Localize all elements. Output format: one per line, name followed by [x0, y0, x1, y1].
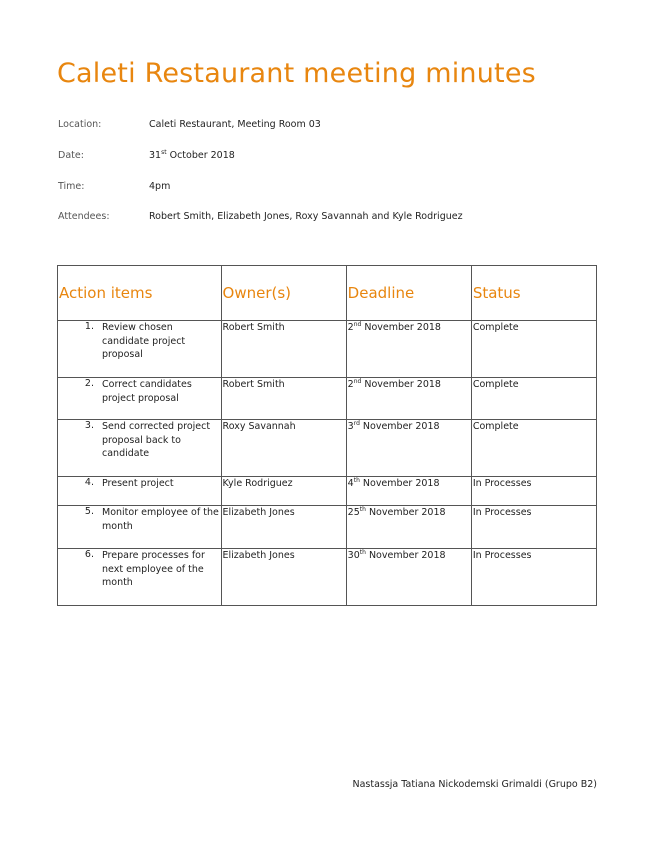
action-cell: [58, 506, 222, 549]
action-text: Present project: [102, 478, 174, 489]
owner-cell: Elizabeth Jones: [221, 506, 346, 549]
deadline-suffix: rd: [353, 420, 360, 427]
deadline-suffix: th: [359, 506, 366, 513]
deadline-cell: [346, 378, 471, 420]
deadline-rest: November 2018: [365, 550, 446, 561]
page-title: Caleti Restaurant meeting minutes: [57, 58, 536, 89]
date-suffix: st: [161, 149, 167, 156]
location-row: [58, 119, 321, 130]
status-cell: Complete: [471, 378, 596, 420]
deadline-suffix: nd: [353, 321, 362, 328]
deadline-cell: [346, 477, 471, 506]
item-number: 3.: [84, 420, 94, 431]
location-value: Caleti Restaurant, Meeting Room 03: [149, 119, 321, 130]
table-row: [58, 506, 597, 549]
owner-cell: Kyle Rodriguez: [221, 477, 346, 506]
location-label: Location:: [58, 119, 102, 130]
deadline-day: 2: [347, 379, 354, 390]
status-cell: In Processes: [471, 549, 596, 606]
deadline-cell: [346, 420, 471, 477]
owner-cell: Elizabeth Jones: [221, 549, 346, 606]
action-cell: [58, 549, 222, 606]
deadline-day: 30: [347, 550, 360, 561]
date-value: [149, 150, 235, 161]
deadline-rest: November 2018: [359, 478, 440, 489]
deadline-cell: [346, 321, 471, 378]
owner-cell: Roxy Savannah: [221, 420, 346, 477]
time-label: Time:: [58, 181, 85, 192]
attendees-label: Attendees:: [58, 211, 110, 222]
action-text: Send corrected project proposal back to candidate: [102, 421, 211, 459]
date-label: Date:: [58, 150, 84, 161]
action-text: Review chosen candidate project proposal: [102, 322, 186, 360]
deadline-day: 3: [347, 421, 354, 432]
table-row: [58, 321, 597, 378]
owner-cell: Robert Smith: [221, 321, 346, 378]
table-row: [58, 549, 597, 606]
action-text: Prepare processes for next employee of the month: [102, 550, 205, 588]
attendees-row: [58, 211, 463, 222]
deadline-rest: November 2018: [361, 379, 441, 390]
deadline-rest: November 2018: [359, 421, 440, 432]
table-header-row: [58, 266, 597, 321]
deadline-cell: [346, 549, 471, 606]
action-items-table: [57, 265, 597, 606]
deadline-cell: [346, 506, 471, 549]
item-number: 4.: [84, 477, 94, 488]
action-cell: [58, 378, 222, 420]
table-row: [58, 477, 597, 506]
item-number: 5.: [84, 506, 94, 517]
attendees-value: Robert Smith, Elizabeth Jones, Roxy Savannah and Kyle Rodriguez: [149, 211, 463, 222]
header-owners: Owner(s): [221, 266, 346, 321]
deadline-day: 2: [347, 322, 354, 333]
author-footer: Nastassja Tatiana Nickodemski Grimaldi (Grupo B2): [352, 779, 597, 790]
header-deadline: Deadline: [346, 266, 471, 321]
status-cell: Complete: [471, 321, 596, 378]
time-row: [58, 181, 170, 192]
action-cell: [58, 477, 222, 506]
deadline-rest: November 2018: [361, 322, 441, 333]
date-row: [58, 150, 235, 161]
date-day: 31: [149, 150, 162, 161]
deadline-suffix: th: [359, 549, 366, 556]
status-cell: In Processes: [471, 477, 596, 506]
deadline-day: 4: [347, 478, 354, 489]
action-cell: [58, 321, 222, 378]
deadline-suffix: nd: [353, 378, 362, 385]
date-rest: October 2018: [166, 150, 235, 161]
status-cell: Complete: [471, 420, 596, 477]
item-number: 1.: [84, 321, 94, 332]
table-row: [58, 420, 597, 477]
header-status: Status: [471, 266, 596, 321]
time-value: 4pm: [149, 181, 171, 192]
deadline-suffix: th: [353, 477, 360, 484]
item-number: 6.: [84, 549, 94, 560]
owner-cell: Robert Smith: [221, 378, 346, 420]
action-text: Correct candidates project proposal: [102, 379, 192, 404]
item-number: 2.: [84, 378, 94, 389]
deadline-day: 25: [347, 507, 360, 518]
action-text: Monitor employee of the month: [102, 507, 219, 532]
action-cell: [58, 420, 222, 477]
status-cell: In Processes: [471, 506, 596, 549]
header-action-items: Action items: [58, 266, 222, 321]
deadline-rest: November 2018: [365, 507, 446, 518]
table-row: [58, 378, 597, 420]
